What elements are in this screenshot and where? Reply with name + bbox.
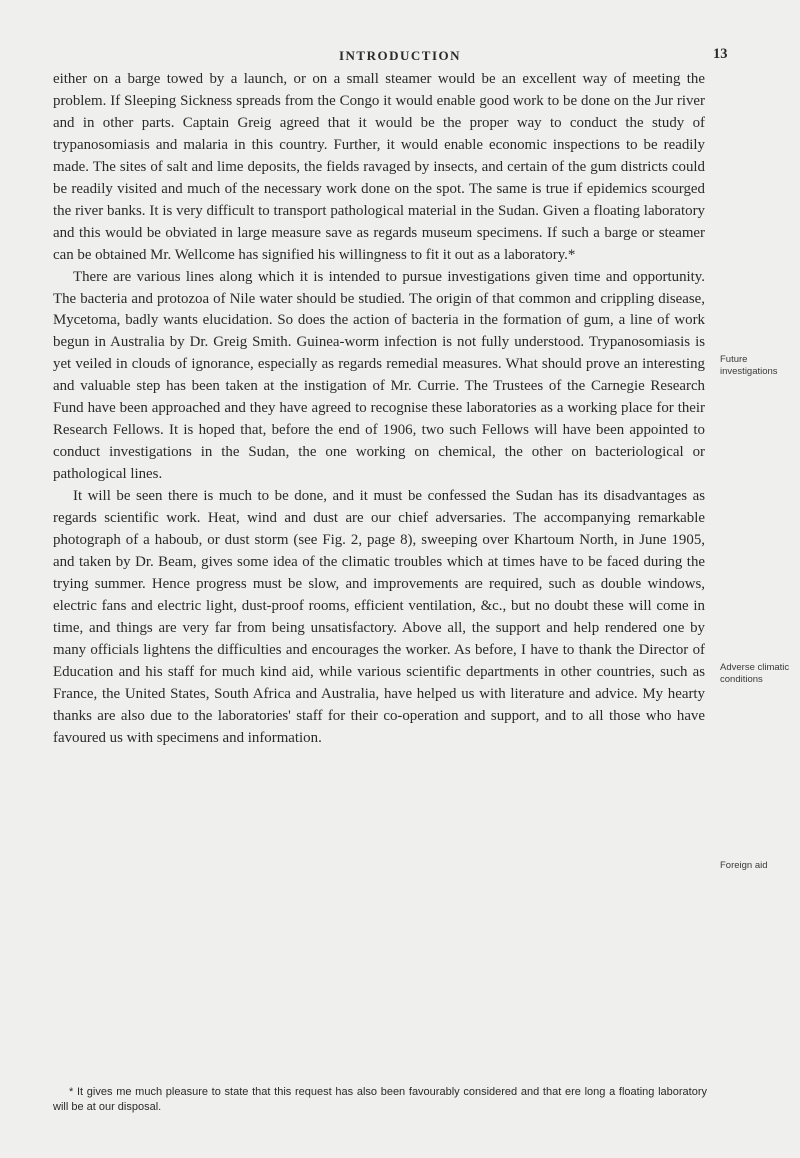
footnote: * It gives me much pleasure to state that this request has also been favourably considered and that ere long a floating laboratory will be at our disposal. (53, 1086, 707, 1113)
paragraph-floating-laboratory: either on a barge towed by a launch, or on a small steamer would be an excellent way of meeting the problem. If Sleeping Sickness spreads from the Congo it would enable good work to be done on the Jur river and in other parts. Captain Greig agreed that it would be the proper way to conduct the study of trypanosomiasis and malaria in this country. Further, it would enable economic inspections to be readily made. The sites of salt and lime deposits, the fields ravaged by insects, and certain of the gum districts could be readily visited and much of the necessary work done on the spot. The same is true if epidemics scourged the river banks. It is very difficult to transport pathological material in the Sudan. Given a floating laboratory and this would be obviated in large measure save as regards museum specimens. If such a barge or steamer can be obtained Mr. Wellcome has signified his willingness to fit it out as a laboratory.* (53, 71, 705, 263)
paragraph-adverse-conditions: It will be seen there is much to be done, and it must be confessed the Sudan has its disadvantages as regards scientific work. Heat, wind and dust are our chief adversaries. The accompanying remarkable photograph of a haboub, or dust storm (see Fig. 2, page 8), sweeping over Khartoum North, in June 1905, and taken by Dr. Beam, gives some idea of the climatic troubles which at times have to be faced during the trying summer. Hence progress must be slow, and improvements are required, such as double windows, electric fans and electric light, dust-proof rooms, efficient ventilation, &c., but no doubt these will come in time, and things are very far from being unsatisfactory. Above all, the support and help rendered one by many officials lightens the difficulties and encourages the worker. As before, I have to thank the Director of Education and his staff for much kind aid, while various scientific departments in other countries, such as France, the United States, South Africa and Australia, have helped us with literature and advice. My hearty thanks are also due to the laboratories' staff for their co-operation and support, and to all those who have favoured us with specimens and information. (53, 488, 705, 746)
running-header: INTRODUCTION (338, 48, 461, 63)
margin-note-adverse-climatic-conditions: Adverse climatic conditions (720, 662, 790, 685)
margin-note-foreign-aid: Foreign aid (720, 860, 768, 871)
paragraph-future-investigations: There are various lines along which it is intended to pursue investigations given time and opportunity. The bacteria and protozoa of Nile water should be studied. The origin of that common and crippling disease, Mycetoma, badly wants elucidation. So does the action of bacteria in the formation of gum, a line of work begun in Australia by Dr. Greig Smith. Guinea-worm infection is not fully understood. Trypanosomiasis is yet veiled in clouds of ignorance, especially as regards remedial measures. What should prove an interesting and valuable step has been taken at the instigation of Mr. Currie. The Trustees of the Carnegie Research Fund have been approached and they have agreed to recognise these laboratories as a working place for their Research Fellows. It is hoped that, before the end of 1906, two such Fellows will have been appointed to conduct investigations in the Sudan, the one working on chemical, the other on bacteriological or pathological lines. (53, 268, 705, 483)
page-number: 13 (713, 46, 728, 62)
body-text (53, 69, 705, 750)
margin-note-future-investigations: Future investigations (720, 354, 778, 377)
